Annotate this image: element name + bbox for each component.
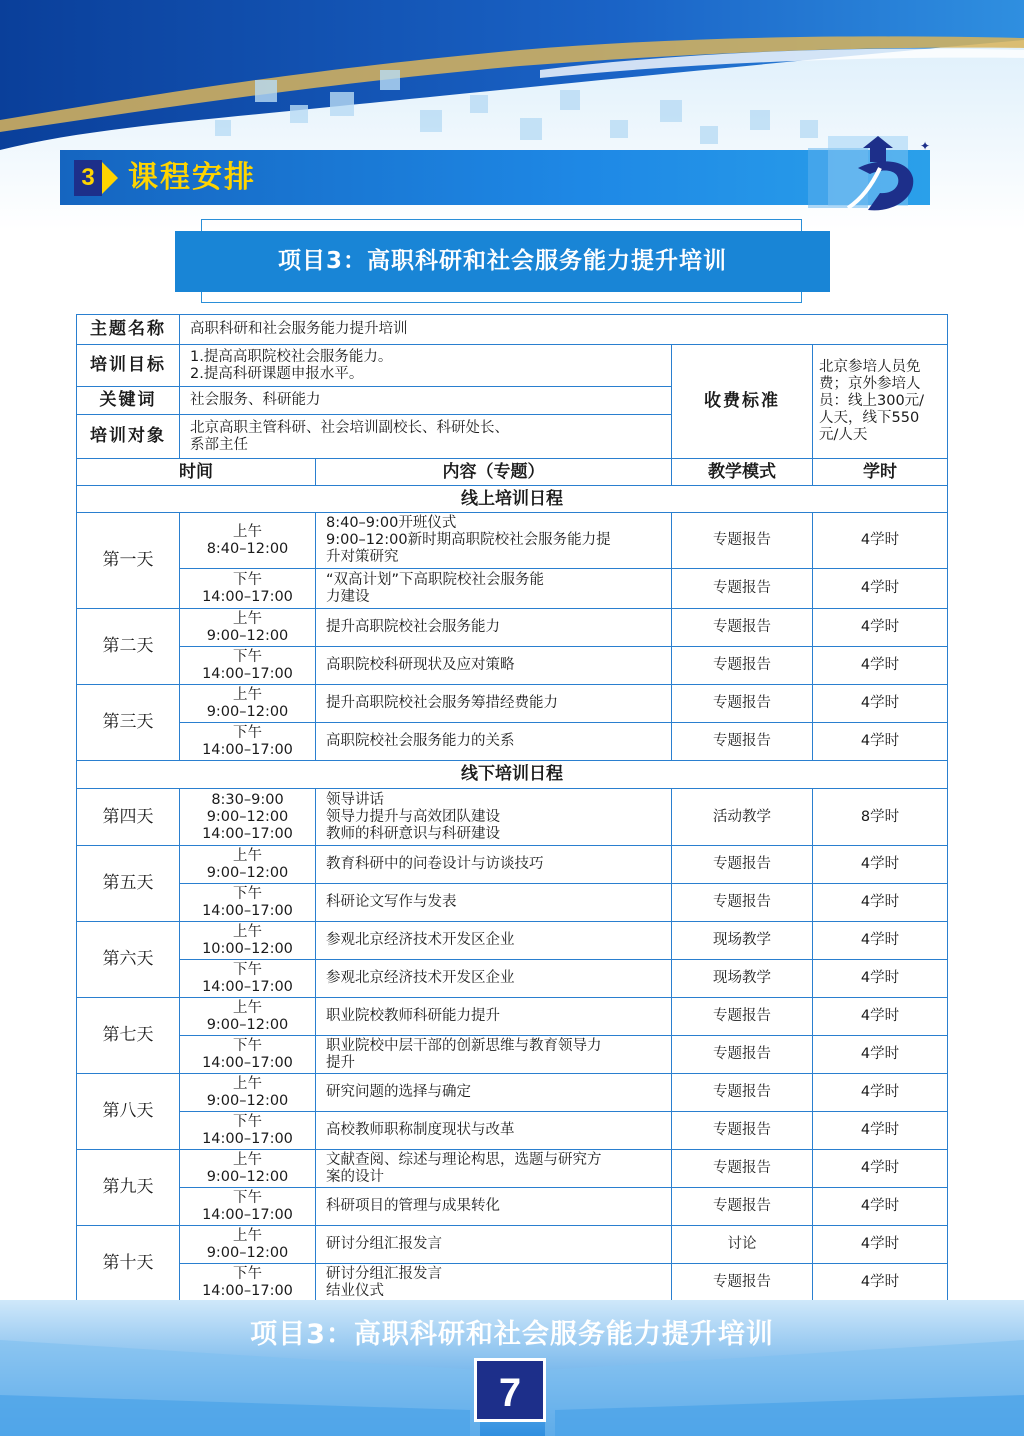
- day-label: 第一天: [77, 513, 180, 609]
- session-content: 8:40–9:00开班仪式 9:00–12:00新时期高职院校社会服务能力提 升对策研究: [316, 513, 672, 569]
- session-content: 领导讲话 领导力提升与高效团队建设 教师的科研意识与科研建设: [316, 789, 672, 846]
- session-content: 研讨分组汇报发言: [316, 1226, 672, 1264]
- session-time: 上午 9:00–12:00: [180, 846, 316, 884]
- session-content: 职业院校教师科研能力提升: [316, 998, 672, 1036]
- header-time: 时间: [77, 459, 316, 486]
- session-time: 上午 9:00–12:00: [180, 685, 316, 723]
- table-row: [77, 723, 948, 761]
- class-hours: 4学时: [813, 569, 948, 609]
- table-row: [77, 1112, 948, 1150]
- teaching-mode: 专题报告: [672, 609, 813, 647]
- session-time: 下午 14:00–17:00: [180, 1264, 316, 1302]
- table-row: [77, 1188, 948, 1226]
- class-hours: 4学时: [813, 998, 948, 1036]
- table-row: [77, 1036, 948, 1074]
- header-content: 内容（专题）: [316, 459, 672, 486]
- session-time: 下午 14:00–17:00: [180, 960, 316, 998]
- target-value: 北京高职主管科研、社会培训副校长、科研处长、 系部主任: [180, 415, 672, 459]
- keyword-label: 关键词: [77, 387, 180, 415]
- svg-text:✦: ✦: [920, 139, 931, 153]
- offline-section-label: 线下培训日程: [77, 761, 948, 789]
- fee-value: 北京参培人员免 费；京外参培人 员：线上300元/ 人天，线下550 元/人天: [813, 345, 948, 459]
- session-content: 职业院校中层干部的创新思维与教育领导力 提升: [316, 1036, 672, 1074]
- session-time: 下午 14:00–17:00: [180, 647, 316, 685]
- teaching-mode: 讨论: [672, 1226, 813, 1264]
- session-time: 下午 14:00–17:00: [180, 1188, 316, 1226]
- class-hours: 4学时: [813, 1074, 948, 1112]
- class-hours: 4学时: [813, 1264, 948, 1302]
- table-row: [77, 569, 948, 609]
- table-row: [77, 998, 948, 1036]
- session-content: 提升高职院校社会服务筹措经费能力: [316, 685, 672, 723]
- section-row: [77, 761, 948, 789]
- section-arrow-icon: [102, 162, 118, 194]
- schedule-table: [76, 314, 948, 1302]
- teaching-mode: 专题报告: [672, 685, 813, 723]
- class-hours: 4学时: [813, 1112, 948, 1150]
- session-time: 上午 9:00–12:00: [180, 609, 316, 647]
- class-hours: 4学时: [813, 723, 948, 761]
- day-label: 第五天: [77, 846, 180, 922]
- table-row: [77, 1264, 948, 1302]
- session-time: 上午 10:00–12:00: [180, 922, 316, 960]
- session-content: 科研论文写作与发表: [316, 884, 672, 922]
- class-hours: 4学时: [813, 1150, 948, 1188]
- table-header-row: [77, 459, 948, 486]
- fee-label: 收费标准: [672, 345, 813, 459]
- session-content: 教育科研中的问卷设计与访谈技巧: [316, 846, 672, 884]
- topic-label: 主题名称: [77, 315, 180, 345]
- class-hours: 4学时: [813, 685, 948, 723]
- class-hours: 4学时: [813, 960, 948, 998]
- session-time: 上午 8:40–12:00: [180, 513, 316, 569]
- session-time: 下午 14:00–17:00: [180, 723, 316, 761]
- goal-label: 培训目标: [77, 345, 180, 387]
- logo-icon: [808, 128, 933, 218]
- teaching-mode: 专题报告: [672, 1036, 813, 1074]
- section-number: 3: [74, 160, 102, 196]
- page-number: 7: [474, 1358, 546, 1422]
- day-label: 第八天: [77, 1074, 180, 1150]
- class-hours: 4学时: [813, 609, 948, 647]
- table-row: [77, 1226, 948, 1264]
- day-label: 第十天: [77, 1226, 180, 1302]
- table-row: [77, 846, 948, 884]
- table-row: [77, 884, 948, 922]
- table-row: [77, 960, 948, 998]
- day-label: 第二天: [77, 609, 180, 685]
- teaching-mode: 专题报告: [672, 998, 813, 1036]
- teaching-mode: 专题报告: [672, 569, 813, 609]
- session-content: 高职院校社会服务能力的关系: [316, 723, 672, 761]
- day-label: 第七天: [77, 998, 180, 1074]
- section-title: 课程安排: [128, 160, 256, 195]
- table-row: [77, 609, 948, 647]
- teaching-mode: 专题报告: [672, 1264, 813, 1302]
- section-row: [77, 486, 948, 513]
- table-row: [77, 513, 948, 569]
- teaching-mode: 专题报告: [672, 1150, 813, 1188]
- session-content: 参观北京经济技术开发区企业: [316, 960, 672, 998]
- table-row: [77, 789, 948, 846]
- session-content: 高校教师职称制度现状与改革: [316, 1112, 672, 1150]
- class-hours: 4学时: [813, 922, 948, 960]
- session-content: “双高计划”下高职院校社会服务能 力建设: [316, 569, 672, 609]
- class-hours: 4学时: [813, 1188, 948, 1226]
- footer-title: 项目3：高职科研和社会服务能力提升培训: [250, 1319, 774, 1350]
- header-mode: 教学模式: [672, 459, 813, 486]
- class-hours: 4学时: [813, 884, 948, 922]
- session-content: 科研项目的管理与成果转化: [316, 1188, 672, 1226]
- class-hours: 8学时: [813, 789, 948, 846]
- session-time: 下午 14:00–17:00: [180, 1112, 316, 1150]
- session-time: 8:30–9:00 9:00–12:00 14:00–17:00: [180, 789, 316, 846]
- teaching-mode: 专题报告: [672, 1074, 813, 1112]
- teaching-mode: 专题报告: [672, 1112, 813, 1150]
- day-label: 第六天: [77, 922, 180, 998]
- teaching-mode: 现场教学: [672, 960, 813, 998]
- table-row: [77, 315, 948, 345]
- table-row: [77, 685, 948, 723]
- session-time: 下午 14:00–17:00: [180, 884, 316, 922]
- day-label: 第三天: [77, 685, 180, 761]
- teaching-mode: 专题报告: [672, 846, 813, 884]
- day-label: 第四天: [77, 789, 180, 846]
- online-section-label: 线上培训日程: [77, 486, 948, 513]
- teaching-mode: 现场教学: [672, 922, 813, 960]
- teaching-mode: 活动教学: [672, 789, 813, 846]
- session-content: 参观北京经济技术开发区企业: [316, 922, 672, 960]
- teaching-mode: 专题报告: [672, 723, 813, 761]
- class-hours: 4学时: [813, 846, 948, 884]
- teaching-mode: 专题报告: [672, 884, 813, 922]
- topic-value: 高职科研和社会服务能力提升培训: [180, 315, 948, 345]
- class-hours: 4学时: [813, 1036, 948, 1074]
- class-hours: 4学时: [813, 513, 948, 569]
- project-title: 项目3：高职科研和社会服务能力提升培训: [175, 231, 830, 292]
- teaching-mode: 专题报告: [672, 1188, 813, 1226]
- day-label: 第九天: [77, 1150, 180, 1226]
- session-time: 下午 14:00–17:00: [180, 569, 316, 609]
- session-time: 上午 9:00–12:00: [180, 998, 316, 1036]
- session-time: 上午 9:00–12:00: [180, 1226, 316, 1264]
- session-time: 下午 14:00–17:00: [180, 1036, 316, 1074]
- table-row: [77, 1074, 948, 1112]
- table-row: [77, 647, 948, 685]
- keyword-value: 社会服务、科研能力: [180, 387, 672, 415]
- table-row: [77, 345, 948, 387]
- session-content: 研讨分组汇报发言 结业仪式: [316, 1264, 672, 1302]
- class-hours: 4学时: [813, 647, 948, 685]
- session-content: 高职院校科研现状及应对策略: [316, 647, 672, 685]
- table-row: [77, 1150, 948, 1188]
- table-row: [77, 922, 948, 960]
- session-content: 研究问题的选择与确定: [316, 1074, 672, 1112]
- session-time: 上午 9:00–12:00: [180, 1074, 316, 1112]
- session-content: 文献查阅、综述与理论构思，选题与研究方 案的设计: [316, 1150, 672, 1188]
- goal-value: 1.提高高职院校社会服务能力。 2.提高科研课题申报水平。: [180, 345, 672, 387]
- class-hours: 4学时: [813, 1226, 948, 1264]
- teaching-mode: 专题报告: [672, 647, 813, 685]
- session-content: 提升高职院校社会服务能力: [316, 609, 672, 647]
- session-time: 上午 9:00–12:00: [180, 1150, 316, 1188]
- header-hours: 学时: [813, 459, 948, 486]
- target-label: 培训对象: [77, 415, 180, 459]
- teaching-mode: 专题报告: [672, 513, 813, 569]
